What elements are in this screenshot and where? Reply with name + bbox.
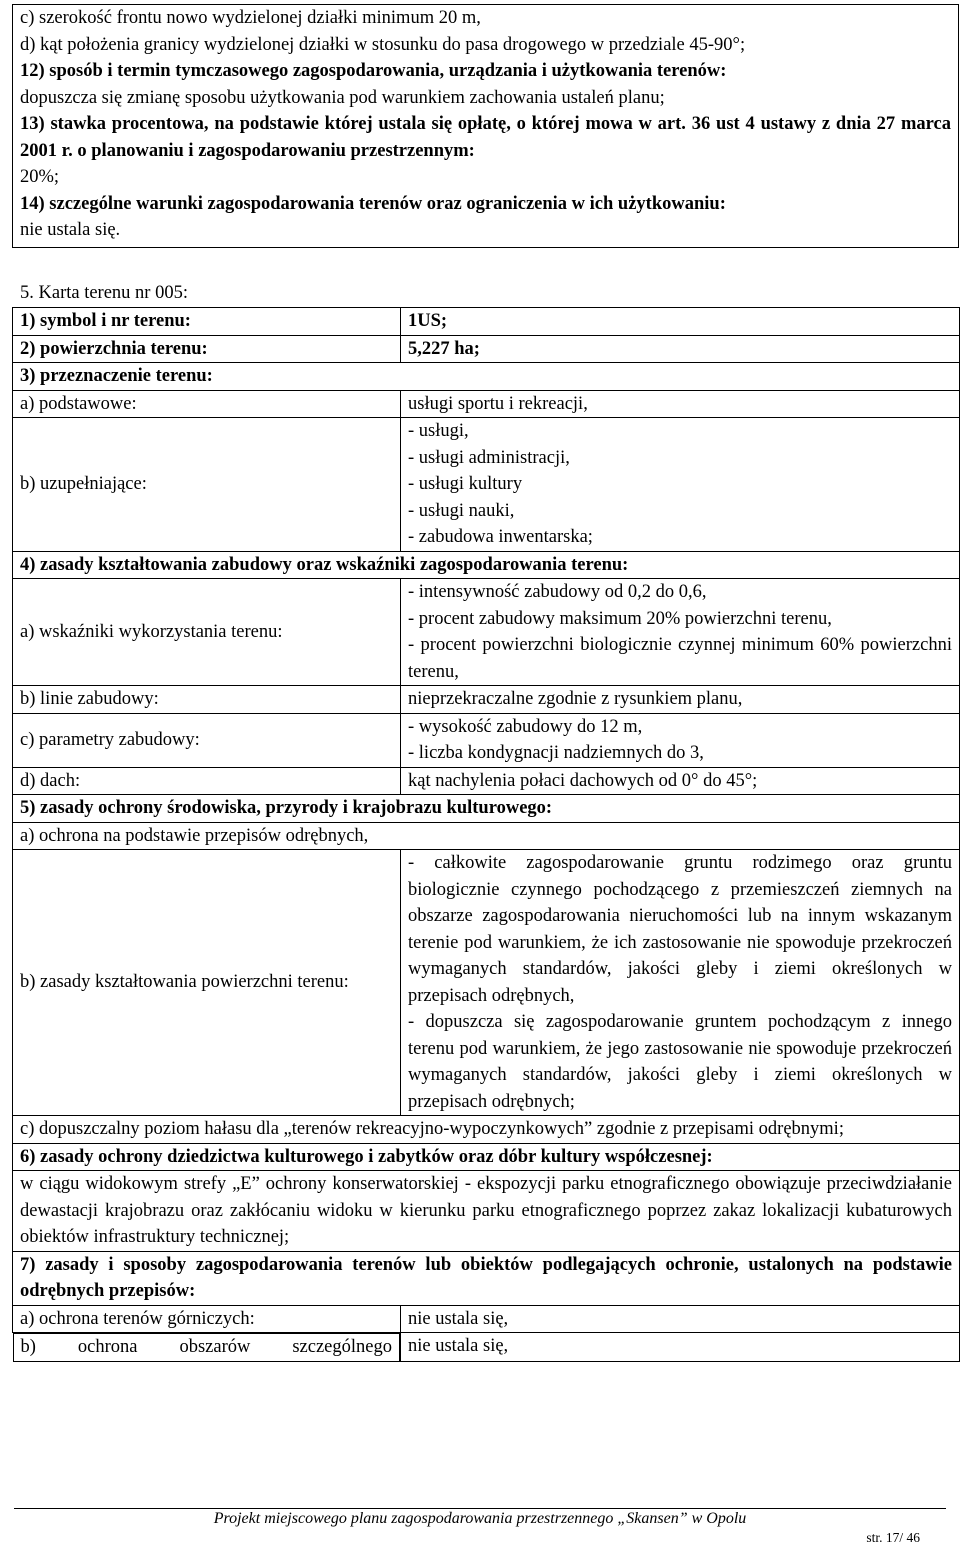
karta-table [12,307,960,1362]
table-row [13,1116,960,1144]
footer-divider [14,1508,946,1509]
table-row [13,363,960,391]
mining-protection-label: a) ochrona terenów górniczych: [13,1305,401,1333]
text-line: c) szerokość frontu nowo wydzielonej działki minimum 20 m, [20,8,481,28]
list-item: - procent zabudowy maksimum 20% powierzchni terenu, [408,608,832,629]
table-row [13,1171,960,1252]
karta-heading: 5. Karta terenu nr 005: [20,283,188,303]
building-lines-value: nieprzekraczalne zgodnie z rysunkiem planu, [401,686,960,714]
table-row [13,1333,960,1362]
building-heading: 4) zasady kształtowania zabudowy oraz wskaźniki zagospodarowania terenu: [13,551,960,579]
section-14-text: nie ustala się. [20,220,121,240]
list-item: - intensywność zabudowy od 0,2 do 0,6, [408,582,707,602]
special-areas-label: b) ochrona obszarów szczególnego [13,1333,401,1362]
section-heading-13: 13) stawka procentowa, na podstawie której ustala się opłatę, o której mowa w art. 36 ust 4 ustawy z dnia 27 marca 2001 r. o planowaniu i zagospodarowaniu przestrzennym: [20,114,951,161]
continuation-cell [13,5,959,248]
section-heading-14: 14) szczególne warunki zagospodarowania terenów oraz ograniczenia w ich użytkowaniu: [20,193,726,214]
surface-rules-values [401,850,960,1116]
table-row [13,1251,960,1305]
roof-label: d) dach: [13,767,401,795]
table-row [13,795,960,823]
list-item: - usługi kultury [408,474,523,494]
table-row [13,308,960,336]
area-label: 2) powierzchnia terenu: [13,335,401,363]
list-item: - usługi nauki, [408,500,515,521]
list-item: - całkowite zagospodarowanie gruntu rodzimego oraz gruntu biologicznie czynnego pochodzącego z przemieszczeń ziemnych na obszarze zagospodarowania nieruchomości lub na innym wskazanym terenie pod warunkiem, że ich zastosowanie nie spowoduje przekroczeń wymaganych standardów, jakości gleby i ziemi określonych w przepisach odrębnych, [408,853,952,1006]
environment-a-text: a) ochrona na podstawie przepisów odrębnych, [13,822,960,850]
section-12-text: dopuszcza się zmianę sposobu użytkowania pod warunkiem zachowania ustaleń planu; [20,87,665,108]
table-row [13,418,960,552]
text-line: d) kąt położenia granicy wydzielonej działki w stosunku do pasa drogowego w przedziale 45-90°; [20,34,746,55]
basic-purpose-value: usługi sportu i rekreacji, [401,390,960,418]
table-row [13,335,960,363]
building-params-values [401,713,960,767]
mining-protection-value: nie ustala się, [401,1305,960,1333]
table-row [13,767,960,795]
list-item: - procent powierzchni biologicznie czynnej minimum 60% powierzchni terenu, [408,635,952,682]
area-value: 5,227 ha; [401,335,960,363]
symbol-label: 1) symbol i nr terenu: [13,308,401,336]
building-params-label: c) parametry zabudowy: [13,713,401,767]
continuation-table [12,4,959,248]
indicators-values [401,579,960,686]
list-item: - usługi, [408,421,469,441]
special-areas-value: nie ustala się, [401,1333,960,1362]
table-row [13,551,960,579]
page-number: str. 17/ 46 [866,1530,920,1545]
protection-heading: 7) zasady i sposoby zagospodarowania terenów lub obiektów podlegających ochronie, ustalonych na podstawie odrębnych przepisów: [13,1251,960,1305]
table-row [13,1305,960,1333]
symbol-value: 1US; [401,308,960,336]
section-13-text: 20%; [20,167,60,187]
table-row [13,822,960,850]
table-row [13,1143,960,1171]
section-heading-12: 12) sposób i termin tymczasowego zagospodarowania, urządzania i użytkowania terenów: [20,61,727,81]
indicators-label: a) wskaźniki wykorzystania terenu: [13,579,401,686]
roof-value: kąt nachylenia połaci dachowych od 0° do 45°; [401,767,960,795]
supplementary-purpose-values [401,418,960,552]
list-item: - liczba kondygnacji nadziemnych do 3, [408,743,704,763]
table-row [13,686,960,714]
environment-heading: 5) zasady ochrony środowiska, przyrody i krajobrazu kulturowego: [13,795,960,823]
list-item: - zabudowa inwentarska; [408,527,593,547]
noise-level-text: c) dopuszczalny poziom hałasu dla „terenów rekreacyjno-wypoczynkowych” zgodnie z przepisami odrębnymi; [13,1116,960,1144]
surface-rules-label: b) zasady kształtowania powierzchni terenu: [13,850,401,1116]
table-row [13,390,960,418]
basic-purpose-label: a) podstawowe: [13,390,401,418]
list-item: - dopuszcza się zagospodarowanie gruntem pochodzącym z innego terenu pod warunkiem, że jego zastosowanie nie spowoduje przekroczeń wymaganych standardów, jakości gleby i ziemi określonych w przepisach odrębnych; [408,1012,952,1112]
table-row [13,713,960,767]
table-row [13,579,960,686]
building-lines-label: b) linie zabudowy: [13,686,401,714]
heritage-text: w ciągu widokowym strefy „E” ochrony konserwatorskiej - ekspozycji parku etnograficznego obowiązuje przeciwdziałanie dewastacji krajobrazu oraz zakłócaniu widoku w kierunku parku etnograficznego poprzez zakaz lokalizacji kubaturowych obiektów infrastruktury technicznej; [13,1171,960,1252]
heritage-heading: 6) zasady ochrony dziedzictwa kulturowego i zabytków oraz dóbr kultury współczesnej: [13,1143,960,1171]
supplementary-purpose-label: b) uzupełniające: [13,418,401,552]
footer-title: Projekt miejscowego planu zagospodarowania przestrzennego „Skansen” w Opolu [213,1510,747,1527]
table-row [13,850,960,1116]
list-item: - usługi administracji, [408,447,570,468]
list-item: - wysokość zabudowy do 12 m, [408,716,643,737]
purpose-heading: 3) przeznaczenie terenu: [13,363,960,391]
